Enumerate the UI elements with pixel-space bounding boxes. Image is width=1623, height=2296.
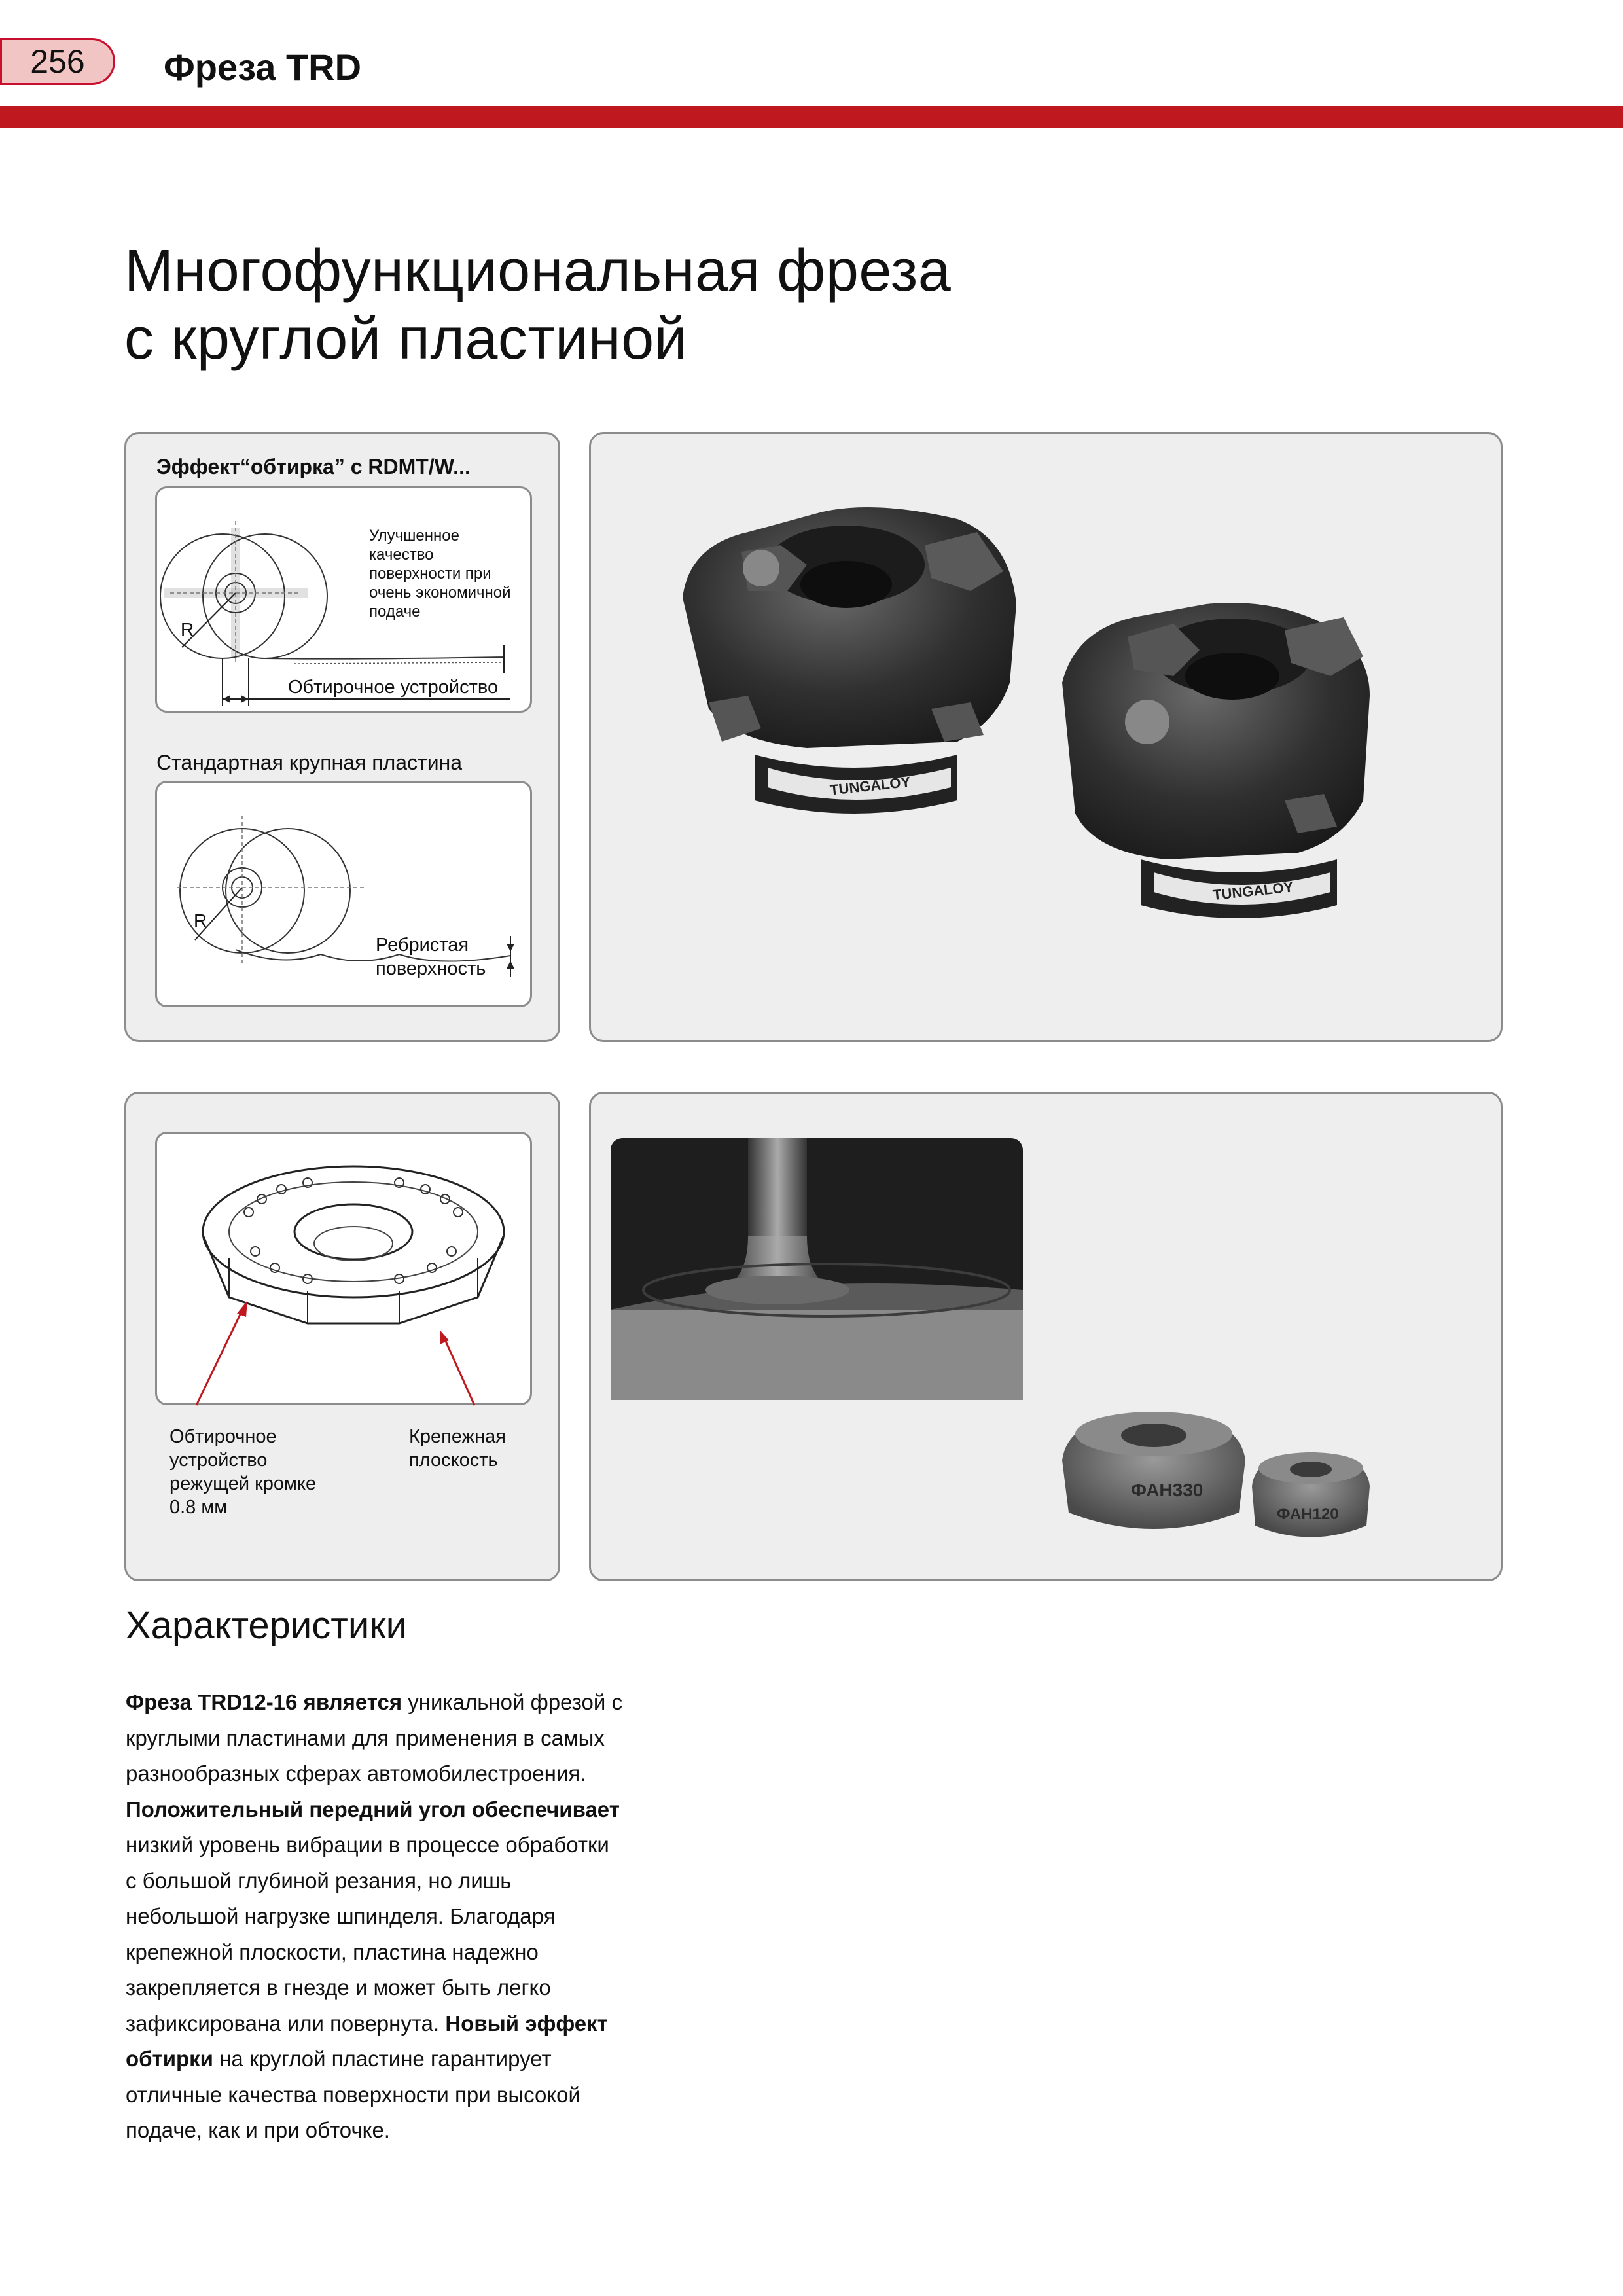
header-title: Фреза TRD bbox=[164, 46, 362, 88]
ribbed-line-1: Ребристая bbox=[376, 935, 469, 956]
wiper-diagram-panel bbox=[124, 432, 560, 1042]
brand-label-right: TUNGALOY bbox=[1211, 878, 1294, 904]
char-bold-3: Новый эффект обтирки bbox=[126, 2011, 608, 2071]
insert-mark-large: ФАН330 bbox=[1131, 1480, 1204, 1500]
improved-quality-label bbox=[369, 526, 533, 621]
ribbed-line-2: поверхность bbox=[376, 958, 486, 979]
page-number-badge: 256 bbox=[0, 38, 115, 85]
radius-label-2: R bbox=[194, 910, 207, 931]
wiper-edge-line-3: режущей кромке bbox=[169, 1473, 317, 1494]
insert-diagram-panel bbox=[124, 1092, 560, 1581]
cutter-left-image bbox=[683, 507, 1016, 814]
header-red-bar bbox=[0, 106, 1623, 128]
machining-photo-panel bbox=[589, 1092, 1503, 1581]
clamp-face-line-2: плоскость bbox=[409, 1450, 498, 1471]
ribbed-surface-label bbox=[376, 933, 486, 980]
page-title-line2: с круглой пластиной bbox=[124, 306, 688, 372]
radius-label: R bbox=[181, 619, 194, 639]
improved-line-2: качество bbox=[369, 546, 434, 564]
char-text-2: низкий уровень вибрации в процессе обработки с большой глубиной резания, но лишь небольшой нагрузке шпинделя. Благодаря крепежной плоскости, пластина надежно закрепляется в гнезде и может быть легко зафиксирована или повернута. bbox=[126, 1833, 609, 2036]
round-insert-drawing bbox=[157, 1134, 534, 1407]
char-bold-1: Фреза TRD12-16 является bbox=[126, 1690, 402, 1714]
wiper-edge-line-4: 0.8 мм bbox=[169, 1497, 228, 1518]
insert-drawing-box bbox=[155, 1132, 532, 1405]
milling-cutters-photo bbox=[591, 434, 1505, 1044]
char-text-1: уникальной фрезой с круглыми пластинами для применения в самых разнообразных сферах автомобилестроения. bbox=[126, 1690, 622, 1785]
improved-line-1: Улучшенное bbox=[369, 527, 459, 545]
improved-line-3: поверхности при bbox=[369, 565, 491, 583]
standard-diagram-box bbox=[155, 781, 532, 1007]
wiper-edge-line-1: Обтирочное bbox=[169, 1426, 277, 1447]
improved-line-5: подаче bbox=[369, 603, 421, 620]
machining-photo bbox=[591, 1094, 1505, 1583]
characteristics-text bbox=[126, 1685, 623, 2149]
cutter-photo-panel bbox=[589, 432, 1503, 1042]
insert-mark-small: ФАН120 bbox=[1277, 1505, 1339, 1523]
brand-label-left: TUNGALOY bbox=[829, 773, 912, 798]
clamp-face-label bbox=[409, 1425, 506, 1472]
page-title-line1: Многофункциональная фреза bbox=[124, 238, 952, 304]
char-text-3: на круглой пластине гарантирует отличные качества поверхности при высокой подаче, как и при обточке. bbox=[126, 2047, 580, 2142]
wiper-diagram-box bbox=[155, 486, 532, 713]
char-bold-2: Положительный передний угол обеспечивает bbox=[126, 1797, 620, 1821]
standard-insert-title: Стандартная крупная пластина bbox=[156, 751, 463, 774]
spindle-photo bbox=[611, 1138, 1023, 1400]
wiper-edge-label bbox=[169, 1425, 316, 1519]
cutter-right-image bbox=[1062, 603, 1370, 918]
wiper-edge-line-2: устройство bbox=[169, 1450, 268, 1471]
clamp-face-line-1: Крепежная bbox=[409, 1426, 506, 1447]
improved-line-4: очень экономичной bbox=[369, 584, 511, 601]
characteristics-title: Характеристики bbox=[126, 1604, 408, 1647]
wiper-device-label: Обтирочное устройство bbox=[288, 677, 499, 698]
inserts-photo bbox=[1062, 1412, 1370, 1537]
page-title bbox=[124, 237, 951, 373]
wiper-diagram-title: Эффект“обтирка” с RDMT/W... bbox=[156, 455, 471, 478]
